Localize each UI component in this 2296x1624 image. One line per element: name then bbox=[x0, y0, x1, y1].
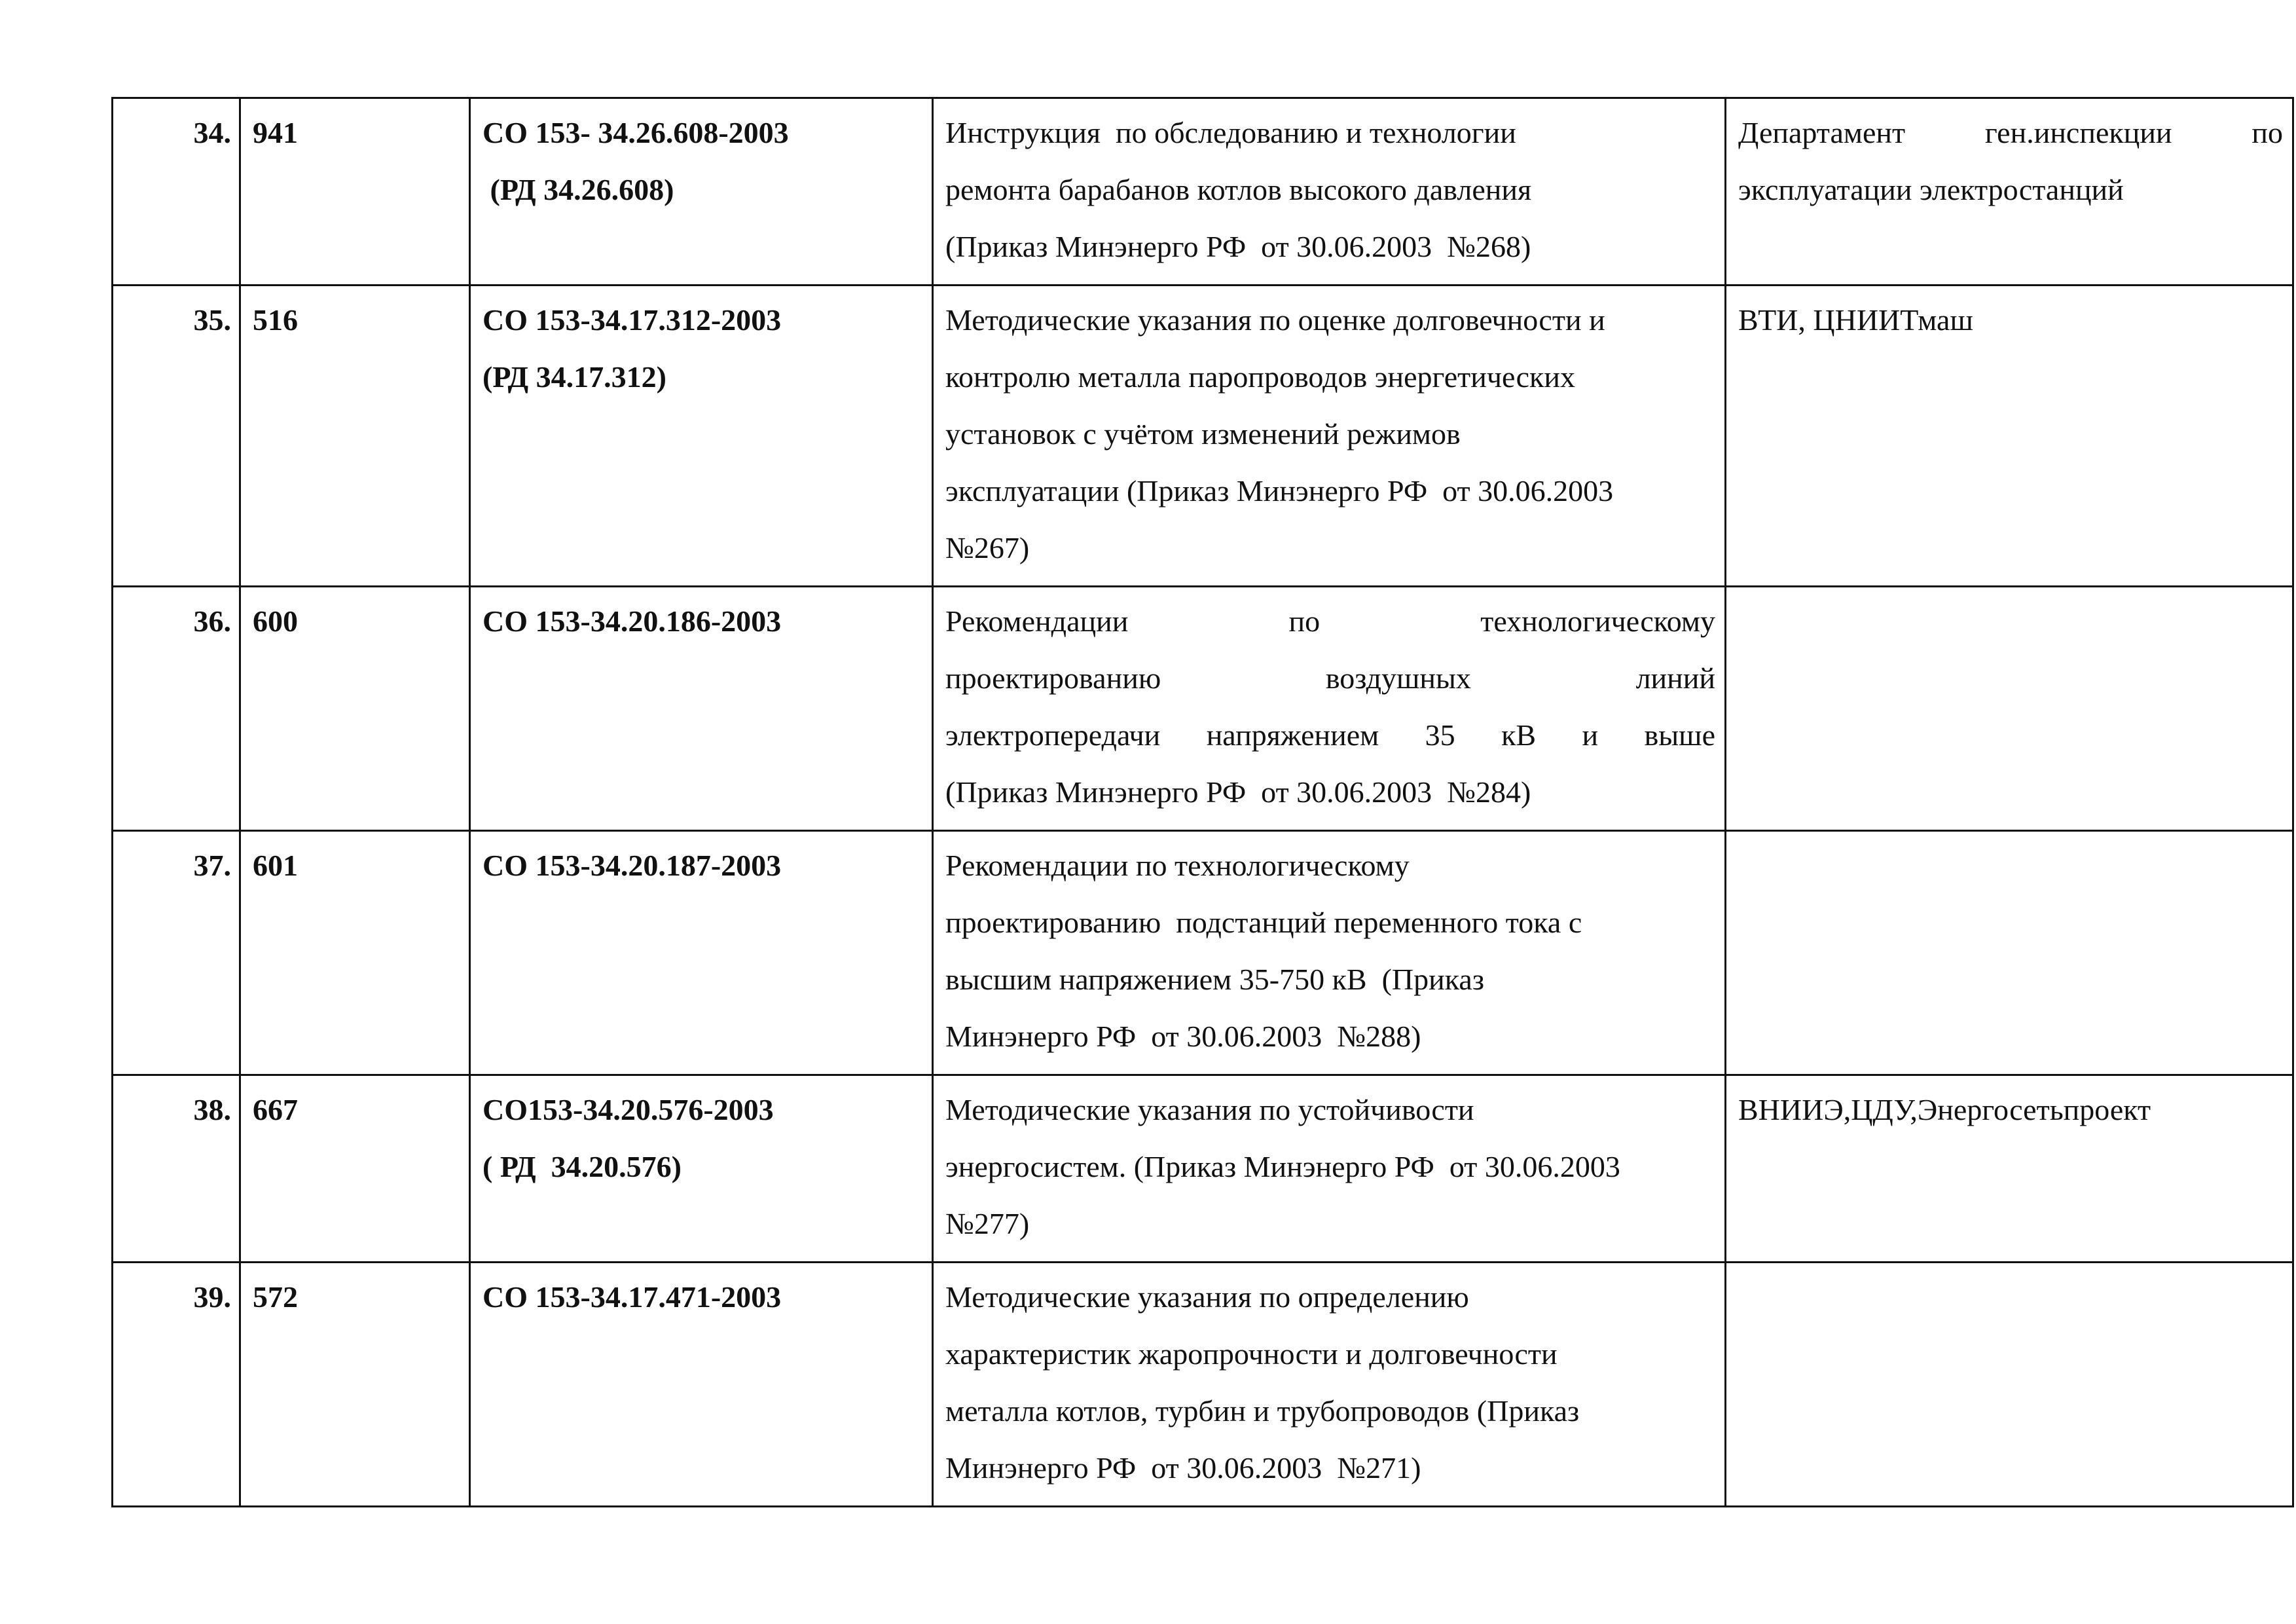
organization-word: Департамент bbox=[1738, 116, 1906, 149]
row-code: 941 bbox=[240, 98, 470, 286]
table-row bbox=[113, 1263, 2293, 1507]
document-title-line: ремонта барабанов котлов высокого давления bbox=[945, 173, 1532, 206]
organization bbox=[1726, 1263, 2293, 1507]
row-code: 667 bbox=[240, 1075, 470, 1263]
document-designation-line: СО 153- 34.26.608-2003 bbox=[483, 116, 789, 149]
title-word: электропередачи bbox=[945, 718, 1161, 752]
organization bbox=[1726, 831, 2293, 1075]
row-code: 516 bbox=[240, 286, 470, 587]
document-table bbox=[111, 97, 2294, 1507]
document-title-line: характеристик жаропрочности и долговечности bbox=[945, 1337, 1558, 1371]
document-designation-line: (РД 34.17.312) bbox=[483, 360, 666, 394]
document-title-line: (Приказ Минэнерго РФ от 30.06.2003 №268) bbox=[945, 230, 1531, 263]
document-title-line: Минэнерго РФ от 30.06.2003 №271) bbox=[945, 1451, 1421, 1485]
row-number: 37. bbox=[113, 831, 240, 1075]
document-title-line: №267) bbox=[945, 531, 1030, 564]
document-designation bbox=[470, 587, 933, 831]
title-word: воздушных bbox=[1325, 661, 1471, 695]
organization-word: по bbox=[2251, 116, 2283, 149]
document-title-line: Методические указания по определению bbox=[945, 1280, 1469, 1314]
title-word: технологическому bbox=[1480, 604, 1715, 638]
document-title bbox=[933, 1075, 1726, 1263]
title-word: Рекомендации bbox=[945, 604, 1129, 638]
row-code: 572 bbox=[240, 1263, 470, 1507]
title-word: выше bbox=[1644, 718, 1715, 752]
document-designation-line: СО153-34.20.576-2003 bbox=[483, 1093, 774, 1126]
document-title-line: эксплуатации (Приказ Минэнерго РФ от 30.06.2003 bbox=[945, 474, 1614, 507]
document-title-line: металла котлов, турбин и трубопроводов (Приказ bbox=[945, 1394, 1580, 1428]
document-designation bbox=[470, 286, 933, 587]
organization-line: эксплуатации электростанций bbox=[1738, 173, 2124, 206]
document-title-line: Рекомендации по технологическому bbox=[945, 849, 1410, 882]
document-title-line bbox=[945, 707, 1715, 764]
organization bbox=[1726, 587, 2293, 831]
title-word: проектированию bbox=[945, 661, 1161, 695]
row-code: 601 bbox=[240, 831, 470, 1075]
document-designation-line: ( РД 34.20.576) bbox=[483, 1150, 682, 1183]
document-title-line: Инструкция по обследованию и технологии bbox=[945, 116, 1516, 149]
document-designation-line: (РД 34.26.608) bbox=[483, 173, 674, 206]
row-number: 34. bbox=[113, 98, 240, 286]
document-title-line: Минэнерго РФ от 30.06.2003 №288) bbox=[945, 1020, 1421, 1053]
document-title-line: проектированию подстанций переменного тока с bbox=[945, 906, 1582, 939]
document-title bbox=[933, 286, 1726, 587]
document-designation-line: СО 153-34.20.186-2003 bbox=[483, 604, 782, 638]
document-designation-line: СО 153-34.17.471-2003 bbox=[483, 1280, 782, 1314]
document-title-line: высшим напряжением 35-750 кВ (Приказ bbox=[945, 963, 1484, 996]
table-row bbox=[113, 587, 2293, 831]
organization-line bbox=[1738, 104, 2283, 161]
document-title-line bbox=[945, 593, 1715, 650]
document-title-line: контролю металла паропроводов энергетических bbox=[945, 360, 1575, 394]
document-title-line: (Приказ Минэнерго РФ от 30.06.2003 №284) bbox=[945, 775, 1531, 809]
title-word: по bbox=[1288, 604, 1321, 638]
table-row bbox=[113, 831, 2293, 1075]
row-number: 35. bbox=[113, 286, 240, 587]
document-designation bbox=[470, 1263, 933, 1507]
document-designation bbox=[470, 98, 933, 286]
document-title bbox=[933, 831, 1726, 1075]
document-designation-line: СО 153-34.20.187-2003 bbox=[483, 849, 782, 882]
document-designation bbox=[470, 1075, 933, 1263]
title-word: и bbox=[1582, 718, 1599, 752]
table-row bbox=[113, 98, 2293, 286]
organization: ВТИ, ЦНИИТмаш bbox=[1726, 286, 2293, 587]
document-title bbox=[933, 587, 1726, 831]
document-title-line: установок с учётом изменений режимов bbox=[945, 417, 1461, 451]
organization: ВНИИЭ,ЦДУ,Энергосетьпроект bbox=[1726, 1075, 2293, 1263]
title-word: напряжением bbox=[1206, 718, 1379, 752]
document-title bbox=[933, 1263, 1726, 1507]
document-title-line bbox=[945, 650, 1715, 707]
table-row bbox=[113, 1075, 2293, 1263]
title-word: кВ bbox=[1501, 718, 1537, 752]
document-title-line: энергосистем. (Приказ Минэнерго РФ от 30.06.2003 bbox=[945, 1150, 1620, 1183]
title-word: линий bbox=[1635, 661, 1715, 695]
row-code: 600 bbox=[240, 587, 470, 831]
document-title bbox=[933, 98, 1726, 286]
document-designation bbox=[470, 831, 933, 1075]
title-word: 35 bbox=[1425, 718, 1455, 752]
table-row bbox=[113, 286, 2293, 587]
document-title-line: Методические указания по устойчивости bbox=[945, 1093, 1474, 1126]
document-designation-line: СО 153-34.17.312-2003 bbox=[483, 303, 782, 337]
organization-word: ген.инспекции bbox=[1984, 116, 2172, 149]
row-number: 38. bbox=[113, 1075, 240, 1263]
row-number: 39. bbox=[113, 1263, 240, 1507]
document-title-line: №277) bbox=[945, 1207, 1030, 1240]
row-number: 36. bbox=[113, 587, 240, 831]
organization bbox=[1726, 98, 2293, 286]
document-title-line: Методические указания по оценке долговечности и bbox=[945, 303, 1605, 337]
